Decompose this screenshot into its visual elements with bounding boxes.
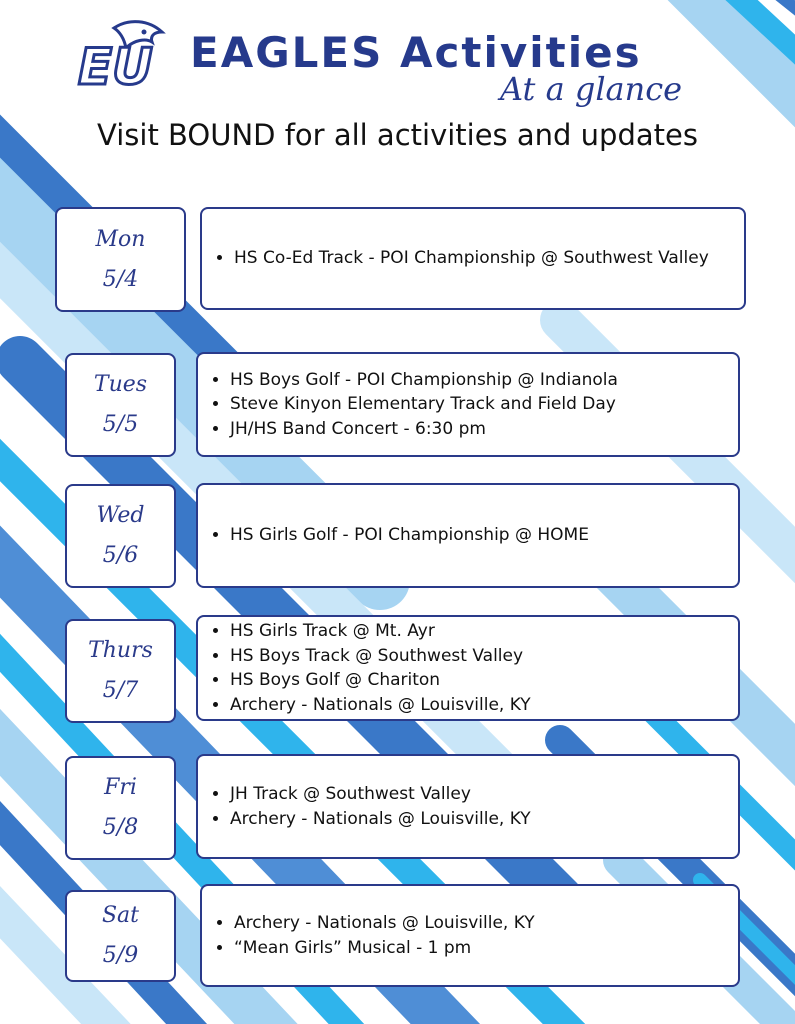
events-box-wed <box>196 483 740 588</box>
day-name: Fri <box>104 775 137 800</box>
event-item: • Archery - Nationals @ Louisville, KY <box>234 911 535 936</box>
day-date: 5/7 <box>102 678 139 703</box>
day-box-mon <box>55 207 186 312</box>
page-title: EAGLES Activities <box>190 28 642 77</box>
day-date: 5/5 <box>102 412 139 437</box>
event-item: • HS Boys Golf - POI Championship @ Indianola <box>230 368 618 393</box>
event-item: • JH/HS Band Concert - 6:30 pm <box>230 417 618 442</box>
day-date: 5/9 <box>102 943 139 968</box>
day-name: Mon <box>95 226 146 252</box>
tagline: Visit BOUND for all activities and updates <box>97 118 698 152</box>
events-box-fri <box>196 754 740 859</box>
day-name: Sat <box>101 903 140 928</box>
event-item: • JH Track @ Southwest Valley <box>230 782 531 807</box>
page-subtitle: At a glance <box>500 70 683 108</box>
event-item: • HS Girls Track @ Mt. Ayr <box>230 619 531 644</box>
day-box-sat <box>65 890 176 982</box>
svg-text:EU: EU <box>78 38 153 94</box>
event-item: • Steve Kinyon Elementary Track and Field Day <box>230 392 618 417</box>
event-item: • HS Co-Ed Track - POI Championship @ Southwest Valley <box>234 246 709 271</box>
day-box-tues <box>65 353 176 457</box>
event-list <box>202 246 709 271</box>
day-name: Tues <box>93 372 148 397</box>
event-list <box>198 368 618 442</box>
eagles-logo <box>74 18 166 94</box>
day-box-thurs <box>65 619 176 723</box>
events-box-tues <box>196 352 740 457</box>
event-list <box>198 619 531 717</box>
event-item: • HS Boys Track @ Southwest Valley <box>230 644 531 669</box>
day-name: Thurs <box>88 638 153 663</box>
event-item: • Archery - Nationals @ Louisville, KY <box>230 693 531 718</box>
day-box-wed <box>65 484 176 588</box>
event-item: • HS Girls Golf - POI Championship @ HOME <box>230 523 589 548</box>
event-list <box>198 782 531 831</box>
events-box-sat <box>200 884 740 987</box>
event-item: • “Mean Girls” Musical - 1 pm <box>234 936 535 961</box>
day-date: 5/6 <box>102 543 139 568</box>
event-item: • HS Boys Golf @ Chariton <box>230 668 531 693</box>
events-box-thurs <box>196 615 740 721</box>
day-name: Wed <box>96 503 145 528</box>
day-date: 5/8 <box>102 815 139 840</box>
event-list <box>202 911 535 960</box>
event-item: • Archery - Nationals @ Louisville, KY <box>230 807 531 832</box>
day-date: 5/4 <box>102 266 139 292</box>
event-list <box>198 523 589 548</box>
day-box-fri <box>65 756 176 860</box>
events-box-mon <box>200 207 746 310</box>
